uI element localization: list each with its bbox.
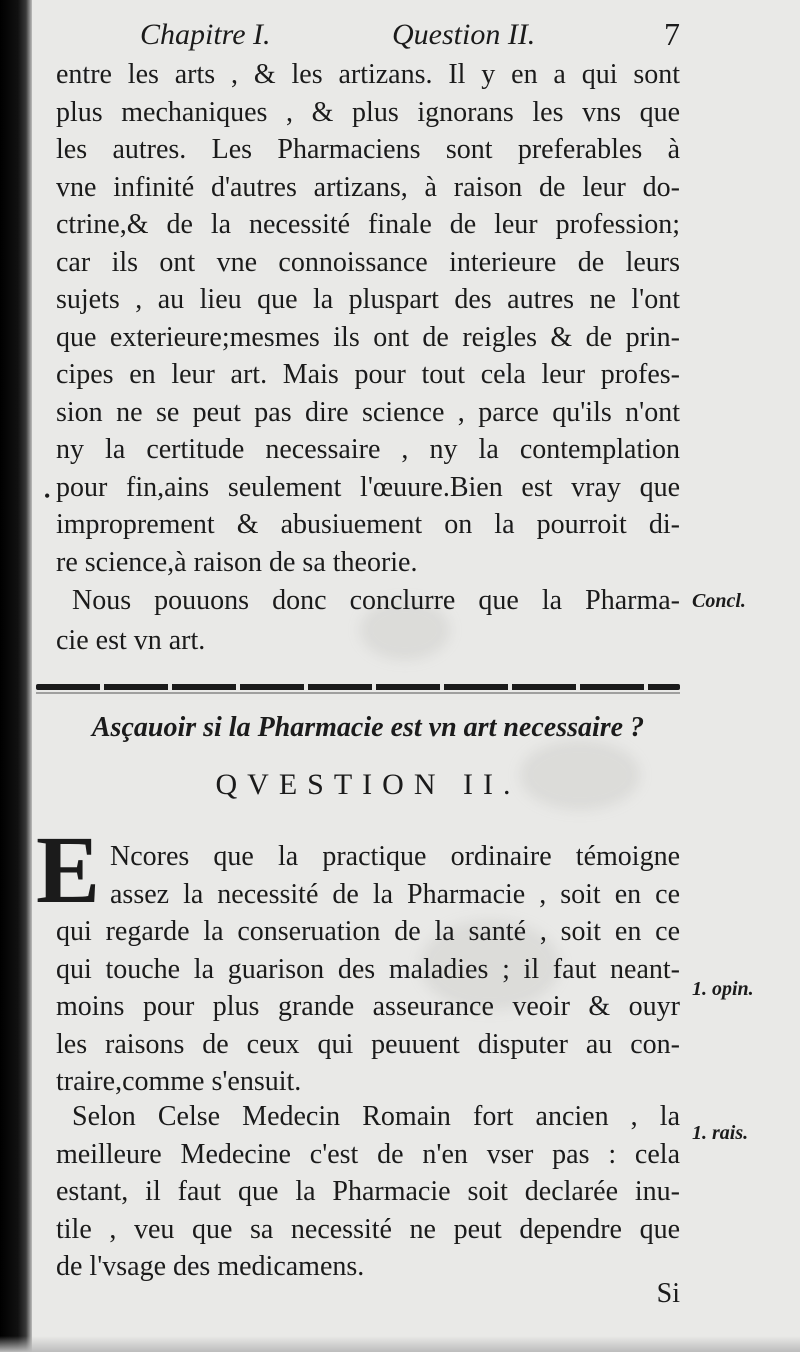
text-line: ny la certitude necessaire , ny la contemplation — [56, 434, 680, 465]
text-line: cipes en leur art. Mais pour tout cela leur profes- — [56, 359, 680, 390]
catchword: Si — [656, 1278, 680, 1309]
binding-shadow — [0, 0, 32, 1352]
text-line: re science,à raison de sa theorie. — [56, 546, 418, 578]
page-number: 7 — [664, 16, 680, 52]
text-line: Nous pouuons donc conclurre que la Pharma- — [72, 585, 680, 616]
page-edge-shadow — [0, 1336, 800, 1352]
text-line: assez la necessité de la Pharmacie , soit en ce — [110, 878, 680, 910]
question-title: QVESTION II. — [215, 768, 521, 801]
text-line: pour fin,ains seulement l'œuure.Bien est vray que — [56, 471, 680, 503]
running-head — [140, 14, 680, 54]
section-rule-underline — [36, 692, 680, 694]
text-line: meilleure Medecine c'est de n'en vser pas : cela — [56, 1138, 680, 1170]
question-subtitle: Asçauoir si la Pharmacie est vn art necessaire ? — [91, 712, 645, 743]
text-line: entre les arts , & les artizans. Il y en a qui sont — [56, 59, 680, 90]
text-line: traire,comme s'ensuit. — [56, 1066, 302, 1097]
text-line: estant, il faut que la Pharmacie soit declarée inu- — [56, 1176, 680, 1207]
text-line: plus mechaniques , & plus ignorans les vns que — [56, 96, 680, 128]
text-line: ctrine,& de la necessité finale de leur profession; — [56, 209, 680, 240]
text-line: qui touche la guarison des maladies ; il faut neant- — [56, 953, 680, 985]
text-line: cie est vn art. — [56, 625, 206, 656]
text-line: moins pour plus grande asseurance veoir & ouyr — [56, 991, 680, 1022]
margin-note-opinion: 1. opin. — [692, 978, 754, 1000]
text-line: les raisons de ceux qui peuuent disputer au con- — [56, 1028, 680, 1060]
text-line: sion ne se peut pas dire science , parce qu'ils n'ont — [56, 396, 680, 428]
text-line: les autres. Les Pharmaciens sont preferables à — [56, 134, 680, 165]
paragraph-1 — [56, 56, 680, 581]
section-rule — [36, 684, 680, 690]
margin-note-conclusion: Concl. — [692, 590, 746, 612]
text-line: vne infinité d'autres artizans, à raison de leur do- — [56, 171, 680, 203]
text-line: Ncores que la practique ordinaire témoigne — [110, 841, 680, 872]
text-line: de l'vsage des medicamens. — [56, 1251, 365, 1282]
text-line: qui regarde la conseruation de la santé , soit en ce — [56, 916, 680, 947]
running-head-question: Question II. — [392, 18, 536, 51]
text-line: improprement & abusiuement on la pourroit di- — [56, 509, 680, 540]
paragraph-2 — [56, 838, 680, 1101]
text-line: car ils ont vne connoissance interieure de leurs — [56, 246, 680, 278]
margin-bullet: • — [44, 486, 51, 506]
drop-cap: E — [36, 816, 101, 923]
text-line: sujets , au lieu que la pluspart des autres ne l'ont — [56, 284, 680, 315]
margin-note-reason: 1. rais. — [692, 1122, 749, 1144]
conclusion-paragraph — [56, 581, 680, 661]
text-line: que exterieure;mesmes ils ont de reigles & de prin- — [56, 321, 680, 353]
text-line: Selon Celse Medecin Romain fort ancien , la — [72, 1101, 680, 1132]
running-head-chapter: Chapitre I. — [140, 18, 271, 51]
text-line: tile , veu que sa necessité ne peut dependre que — [56, 1213, 680, 1245]
paragraph-3 — [56, 1098, 680, 1286]
